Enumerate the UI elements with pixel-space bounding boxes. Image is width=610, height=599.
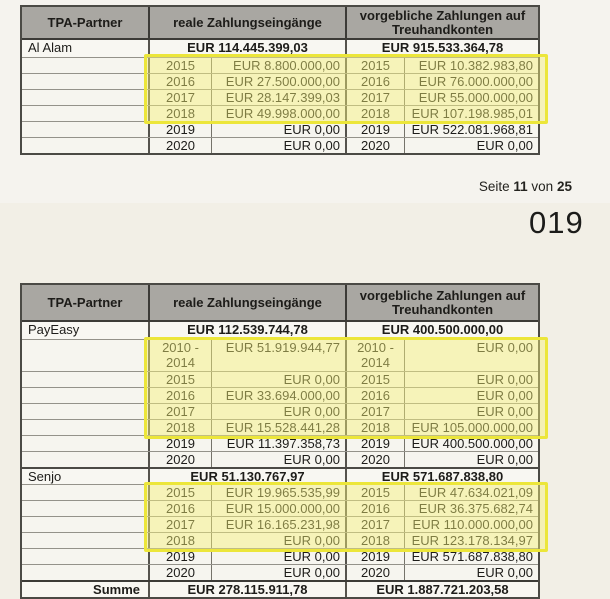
real-value-cell: EUR 15.528.441,28 (212, 420, 347, 435)
year-cell: 2019 (347, 122, 405, 137)
sum-label: Summe (22, 582, 150, 597)
trust-value-cell: EUR 522.081.968,81 (411, 122, 533, 137)
year-cell: 2018 (347, 420, 405, 435)
table-row (22, 548, 538, 564)
year-cell: 2016 (347, 74, 405, 89)
table-row (22, 121, 538, 137)
year-cell: 2019 (150, 549, 212, 564)
page-stamp-number: 019 (529, 205, 584, 240)
year-cell: 2020 (347, 138, 405, 153)
table-row (22, 339, 538, 371)
year-range-cell: 2010 - 2014 (347, 340, 405, 371)
table-row (22, 89, 538, 105)
real-value-cell: EUR 0,00 (212, 404, 347, 419)
year-cell: 2016 (150, 501, 212, 516)
header-trust-payments: vorgebliche Zahlungen auf Treuhandkonten (359, 287, 526, 317)
partner-total-trust: EUR 915.533.364,78 (381, 40, 504, 55)
trust-value-cell: EUR 571.687.838,80 (411, 549, 533, 564)
trust-value-cell: EUR 36.375.682,74 (418, 501, 533, 516)
year-cell: 2016 (150, 388, 212, 403)
year-cell: 2018 (347, 106, 405, 121)
footer-page-number: 11 (513, 179, 528, 194)
year-cell: 2019 (347, 549, 405, 564)
real-value-cell: EUR 15.000.000,00 (212, 501, 347, 516)
real-value-cell: EUR 11.397.358,73 (212, 436, 347, 451)
partner-summary-row (22, 40, 538, 57)
trust-value-cell: EUR 0,00 (476, 340, 533, 355)
trust-value-cell: EUR 0,00 (476, 138, 533, 153)
year-cell: 2016 (150, 74, 212, 89)
real-value-cell: EUR 28.147.399,03 (212, 90, 347, 105)
trust-value-cell: EUR 0,00 (476, 388, 533, 403)
header-tpa-partner: TPA-Partner (22, 7, 150, 38)
header-real-payments: reale Zahlungseingänge (150, 7, 347, 38)
footer-total-pages: 25 (556, 179, 572, 194)
year-cell: 2020 (150, 565, 212, 580)
year-cell: 2020 (150, 138, 212, 153)
header-real-payments: reale Zahlungseingänge (150, 285, 347, 320)
partner-total-trust: EUR 400.500.000,00 (381, 322, 504, 337)
real-value-cell: EUR 0,00 (212, 372, 347, 387)
year-range-cell: 2010 - 2014 (150, 340, 212, 371)
table-row (22, 419, 538, 435)
table-row (22, 451, 538, 467)
year-cell: 2018 (150, 106, 212, 121)
real-value-cell: EUR 8.800.000,00 (212, 58, 347, 73)
trust-value-cell: EUR 0,00 (476, 372, 533, 387)
year-cell: 2020 (347, 565, 405, 580)
year-cell: 2016 (347, 388, 405, 403)
year-cell: 2017 (347, 517, 405, 532)
table-row (22, 371, 538, 387)
footer-word: Seite (478, 179, 510, 194)
year-cell: 2015 (150, 58, 212, 73)
sum-total-real: EUR 278.115.911,78 (150, 582, 347, 597)
table-row (22, 105, 538, 121)
year-cell: 2017 (150, 90, 212, 105)
trust-value-cell: EUR 400.500.000,00 (411, 436, 533, 451)
year-cell: 2017 (347, 404, 405, 419)
year-cell: 2019 (347, 436, 405, 451)
year-cell: 2015 (150, 485, 212, 500)
year-cell: 2016 (347, 501, 405, 516)
real-value-cell: EUR 0,00 (212, 138, 347, 153)
partner-summary-row (22, 322, 538, 339)
year-cell: 2015 (347, 58, 405, 73)
year-cell: 2017 (150, 517, 212, 532)
table-row (22, 484, 538, 500)
footer-word: von (531, 179, 554, 194)
year-cell: 2017 (347, 90, 405, 105)
year-cell: 2015 (347, 485, 405, 500)
table-header-row (22, 7, 538, 40)
table-row (22, 57, 538, 73)
real-value-cell: EUR 0,00 (212, 549, 347, 564)
real-value-cell: EUR 27.500.000,00 (212, 74, 347, 89)
trust-value-cell: EUR 10.382.983,80 (418, 58, 533, 73)
trust-value-cell: EUR 123.178.134,97 (411, 533, 533, 548)
trust-value-cell: EUR 0,00 (476, 565, 533, 580)
year-cell: 2015 (150, 372, 212, 387)
real-value-cell: EUR 0,00 (212, 452, 347, 467)
table-row (22, 137, 538, 153)
trust-value-cell: EUR 55.000.000,00 (418, 90, 533, 105)
year-cell: 2018 (150, 533, 212, 548)
real-value-cell: EUR 49.998.000,00 (212, 106, 347, 121)
table-row (22, 500, 538, 516)
year-cell: 2018 (347, 533, 405, 548)
payments-table-payeasy-senjo (20, 283, 540, 599)
table-header-row (22, 285, 538, 322)
real-value-cell: EUR 51.919.944,77 (212, 340, 347, 371)
page-footer (479, 179, 572, 194)
year-cell: 2015 (347, 372, 405, 387)
year-cell: 2017 (150, 404, 212, 419)
table-row (22, 387, 538, 403)
real-value-cell: EUR 0,00 (212, 122, 347, 137)
real-value-cell: EUR 0,00 (212, 533, 347, 548)
real-value-cell: EUR 16.165.231,98 (212, 517, 347, 532)
year-cell: 2020 (347, 452, 405, 467)
sum-row (22, 580, 538, 597)
trust-value-cell: EUR 105.000.000,00 (411, 420, 533, 435)
table-row (22, 403, 538, 419)
header-tpa-partner: TPA-Partner (22, 285, 150, 320)
table-row (22, 73, 538, 89)
year-cell: 2020 (150, 452, 212, 467)
payments-table-al-alam (20, 5, 540, 155)
trust-value-cell: EUR 107.198.985,01 (411, 106, 533, 121)
table-row (22, 564, 538, 580)
real-value-cell: EUR 33.694.000,00 (212, 388, 347, 403)
table-row (22, 516, 538, 532)
table-row (22, 435, 538, 451)
year-cell: 2019 (150, 436, 212, 451)
trust-value-cell: EUR 110.000.000,00 (412, 517, 533, 532)
trust-value-cell: EUR 47.634.021,09 (418, 485, 533, 500)
year-cell: 2018 (150, 420, 212, 435)
trust-value-cell: EUR 0,00 (476, 452, 533, 467)
trust-value-cell: EUR 0,00 (476, 404, 533, 419)
partner-name: Senjo (22, 469, 150, 484)
trust-value-cell: EUR 76.000.000,00 (418, 74, 533, 89)
sum-total-trust: EUR 1.887.721.203,58 (376, 582, 509, 597)
table-row (22, 532, 538, 548)
partner-total-trust: EUR 571.687.838,80 (381, 469, 504, 484)
partner-name: PayEasy (22, 322, 150, 339)
year-cell: 2019 (150, 122, 212, 137)
partner-total-real: EUR 112.539.744,78 (150, 322, 347, 339)
real-value-cell: EUR 19.965.535,99 (212, 485, 347, 500)
partner-name: Al Alam (22, 40, 150, 57)
partner-total-real: EUR 51.130.767,97 (150, 469, 347, 484)
partner-summary-row (22, 467, 538, 484)
header-trust-payments: vorgebliche Zahlungen auf Treuhandkonten (359, 7, 526, 37)
real-value-cell: EUR 0,00 (212, 565, 347, 580)
partner-total-real: EUR 114.445.399,03 (150, 40, 347, 57)
